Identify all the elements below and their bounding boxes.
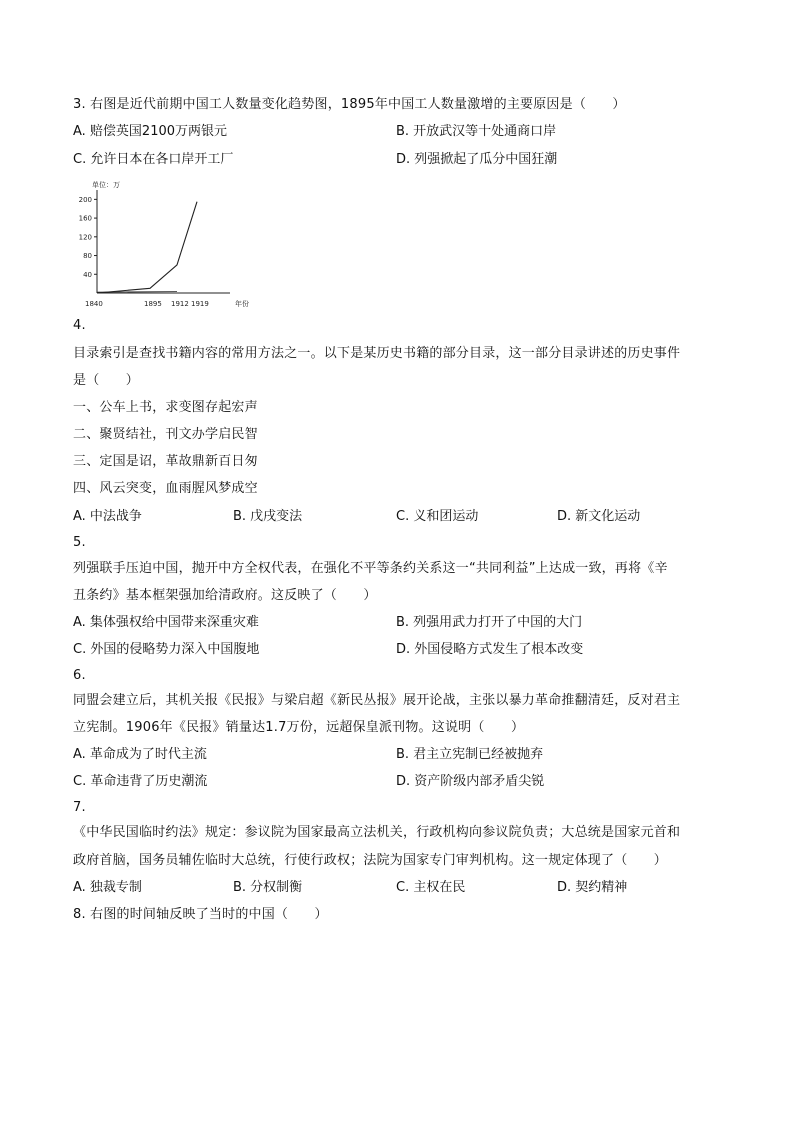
x-tick-label: 1840 bbox=[85, 300, 103, 308]
y-tick-label: 200 bbox=[78, 195, 92, 204]
q6-option-d: D. 资产阶级内部矛盾尖锐 bbox=[396, 774, 545, 789]
q3-option-b: B. 开放武汉等十处通商口岸 bbox=[396, 124, 557, 139]
q7-number: 7. bbox=[73, 800, 86, 815]
x-axis-end-label: 年份 bbox=[235, 300, 249, 308]
q5-stem-line2: 丑条约》基本框架强加给清政府。这反映了（ ） bbox=[73, 588, 377, 603]
y-tick-label: 80 bbox=[83, 252, 92, 261]
q6-stem-line1: 同盟会建立后，其机关报《民报》与梁启超《新民丛报》展开论战，主张以暴力革命推翻清廷，反对君主 bbox=[73, 693, 681, 708]
x-tick-label: 1912 bbox=[171, 300, 189, 308]
x-tick-label: 1895 bbox=[144, 300, 162, 308]
q7-option-b: B. 分权制衡 bbox=[233, 880, 303, 895]
q4-stem-line1: 目录索引是查找书籍内容的常用方法之一。以下是某历史书籍的部分目录，这一部分目录讲述的历史事件 bbox=[73, 346, 681, 361]
q6-number: 6. bbox=[73, 668, 86, 683]
baseline-line bbox=[97, 292, 177, 293]
q3-option-c: C. 允许日本在各口岸开工厂 bbox=[73, 152, 234, 167]
q4-option-b: B. 戊戌变法 bbox=[233, 509, 303, 524]
q5-option-b: B. 列强用武力打开了中国的大门 bbox=[396, 615, 583, 630]
series-line bbox=[97, 202, 197, 293]
q5-stem-line1: 列强联手压迫中国，抛开中方全权代表，在强化不平等条约关系这一“共同利益”上达成一致，再将《辛 bbox=[73, 561, 668, 576]
y-tick-label: 120 bbox=[78, 233, 92, 242]
y-tick-label: 40 bbox=[83, 270, 92, 279]
q6-option-b: B. 君主立宪制已经被抛弃 bbox=[396, 747, 544, 762]
q4-item-1: 一、公车上书，求变图存起宏声 bbox=[73, 400, 258, 415]
q7-stem-line1: 《中华民国临时约法》规定：参议院为国家最高立法机关，行政机构向参议院负责；大总统是国家元首和 bbox=[73, 825, 681, 840]
q6-stem-line2: 立宪制。1906年《民报》销量达1.7万份，远超保皇派刊物。这说明（ ） bbox=[73, 720, 525, 735]
q7-option-c: C. 主权在民 bbox=[396, 880, 466, 895]
q4-option-d: D. 新文化运动 bbox=[557, 509, 641, 524]
q4-stem-line2: 是（ ） bbox=[73, 373, 140, 388]
q6-option-a: A. 革命成为了时代主流 bbox=[73, 747, 207, 762]
q3-option-a: A. 赔偿英国2100万两银元 bbox=[73, 124, 228, 139]
q5-number: 5. bbox=[73, 535, 86, 550]
q4-option-c: C. 义和团运动 bbox=[396, 509, 479, 524]
q8-stem: 8. 右图的时间轴反映了当时的中国（ ） bbox=[73, 907, 328, 922]
q5-option-a: A. 集体强权给中国带来深重灾难 bbox=[73, 615, 259, 630]
q3-stem: 3. 右图是近代前期中国工人数量变化趋势图，1895年中国工人数量激增的主要原因是（ ） bbox=[73, 97, 626, 112]
chart-unit-label: 单位：万 bbox=[92, 181, 120, 189]
worker-count-line-chart bbox=[70, 178, 270, 312]
q4-item-2: 二、聚贤结社，刊文办学启民智 bbox=[73, 427, 258, 442]
q7-option-d: D. 契约精神 bbox=[557, 880, 628, 895]
q4-item-3: 三、定国是诏，革故鼎新百日匆 bbox=[73, 454, 258, 469]
q3-option-d: D. 列强掀起了瓜分中国狂潮 bbox=[396, 152, 558, 167]
q6-option-c: C. 革命违背了历史潮流 bbox=[73, 774, 208, 789]
x-tick-label: 1919 bbox=[191, 300, 209, 308]
q5-option-c: C. 外国的侵略势力深入中国腹地 bbox=[73, 642, 260, 657]
q7-stem-line2: 政府首脑，国务员辅佐临时大总统，行使行政权；法院为国家专门审判机构。这一规定体现了（ ） bbox=[73, 853, 668, 868]
q4-option-a: A. 中法战争 bbox=[73, 509, 142, 524]
y-tick-label: 160 bbox=[78, 214, 92, 223]
q5-option-d: D. 外国侵略方式发生了根本改变 bbox=[396, 642, 584, 657]
q4-item-4: 四、风云突变，血雨腥风梦成空 bbox=[73, 481, 258, 496]
q7-option-a: A. 独裁专制 bbox=[73, 880, 142, 895]
q4-number: 4. bbox=[73, 318, 86, 333]
